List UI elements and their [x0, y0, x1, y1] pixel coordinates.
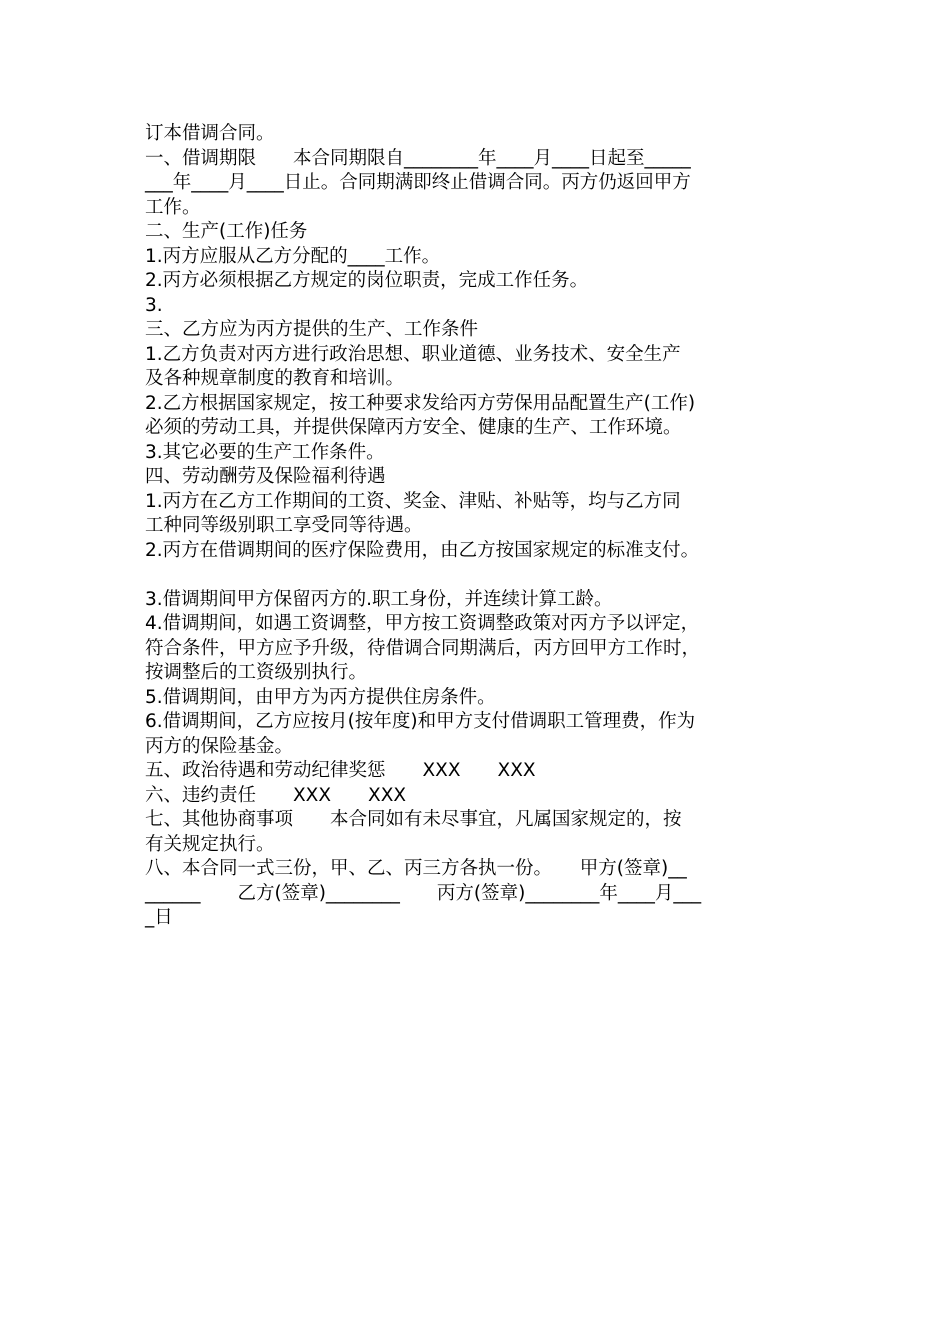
- text-line: 订本借调合同。: [145, 123, 275, 144]
- signature-line: ______ 乙方(签章)________ 丙方(签章)________年____月___: [145, 882, 702, 904]
- text-line: 2.丙方在借调期间的医疗保险费用，由乙方按国家规定的标准支付。: [145, 539, 700, 561]
- text-line: 按调整后的工资级别执行。: [145, 662, 368, 683]
- text-line: 2.丙方必须根据乙方规定的岗位职责，完成工作任务。: [145, 270, 589, 291]
- text-line: 有关规定执行。: [145, 833, 275, 855]
- text-line: 2.乙方根据国家规定，按工种要求发给丙方劳保用品配置生产(工作): [145, 392, 696, 414]
- text-line: 5.借调期间，由甲方为丙方提供住房条件。: [145, 686, 496, 708]
- text-line: 必须的劳动工具，并提供保障丙方安全、健康的生产、工作环境。: [145, 417, 682, 438]
- text-line: 3.: [145, 294, 163, 316]
- text-line: 符合条件，甲方应予升级，待借调合同期满后，丙方回甲方工作时，: [145, 637, 701, 659]
- text-line: 工种同等级别职工享受同等待遇。: [145, 515, 423, 536]
- section-heading: 四、劳动酬劳及保险福利待遇: [145, 466, 386, 487]
- section-heading: 五、政治待遇和劳动纪律奖惩 XXX XXX: [145, 760, 536, 781]
- blank-line: [145, 563, 825, 588]
- text-line: 4.借调期间，如遇工资调整，甲方按工资调整政策对丙方予以评定，: [145, 613, 700, 634]
- text-line: 丙方的保险基金。: [145, 735, 294, 757]
- text-line: ___年____月____日止。合同期满即终止借调合同。丙方仍返回甲方: [145, 172, 691, 193]
- text-line: 工作。: [145, 196, 201, 218]
- text-line: 6.借调期间，乙方应按月(按年度)和甲方支付借调职工管理费，作为: [145, 711, 696, 732]
- text-line: 1.丙方在乙方工作期间的工资、奖金、津贴、补贴等，均与乙方同: [145, 490, 681, 512]
- signature-line: 八、本合同一式三份，甲、乙、丙三方各执一份。 甲方(签章)__: [145, 858, 687, 879]
- text-line: 3.其它必要的生产工作条件。: [145, 441, 385, 463]
- text-line: 一、借调期限 本合同期限自________年____月____日起至_____: [145, 147, 691, 169]
- text-line: 1.乙方负责对丙方进行政治思想、职业道德、业务技术、安全生产: [145, 343, 681, 365]
- section-heading: 三、乙方应为丙方提供的生产、工作条件: [145, 319, 479, 340]
- text-line: 1.丙方应服从乙方分配的____工作。: [145, 245, 441, 267]
- text-line: 及各种规章制度的教育和培训。: [145, 368, 405, 389]
- text-line: 3.借调期间甲方保留丙方的.职工身份，并连续计算工龄。: [145, 588, 613, 610]
- section-heading: 七、其他协商事项 本合同如有未尽事宜，凡属国家规定的，按: [145, 809, 682, 830]
- document-body: [145, 122, 825, 931]
- section-heading: 二、生产(工作)任务: [145, 221, 308, 242]
- section-heading: 六、违约责任 XXX XXX: [145, 784, 407, 806]
- signature-line: _日: [145, 907, 173, 928]
